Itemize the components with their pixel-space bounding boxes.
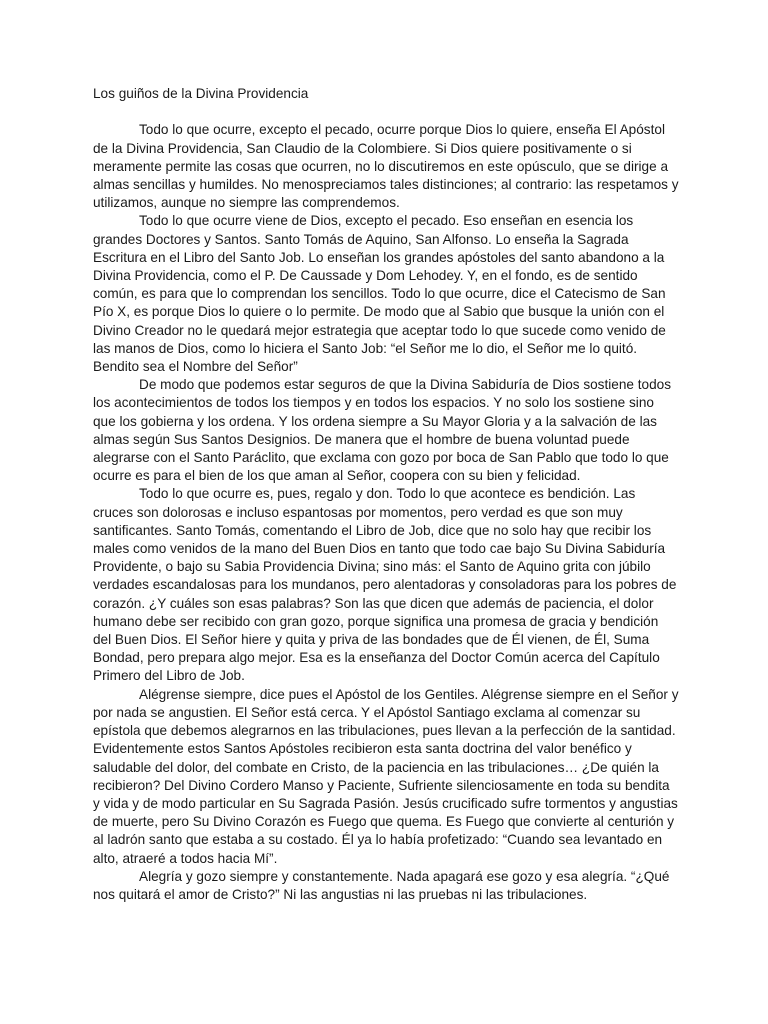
- paragraph: De modo que podemos estar seguros de que la Divina Sabiduría de Dios sostiene todos los acontecimientos de todos los tiempos y en todos los espacios. Y no solo los sostiene sino que los gobierna y los ordena. Y los ordena siempre a Su Mayor Gloria y a la salvación de las almas según Sus Santos Designios. De manera que el hombre de buena voluntad puede alegrarse con el Santo Paráclito, que exclama con gozo por boca de San Pablo que todo lo que ocurre es para el bien de los que aman al Señor, coopera con su bien y felicidad.: [93, 377, 671, 484]
- paragraph: Todo lo que ocurre es, pues, regalo y don. Todo lo que acontece es bendición. Las cruces son dolorosas e incluso espantosas por momentos, pero verdad es que son muy santificantes. Santo Tomás, comentando el Libro de Job, dice que no solo hay que recibir los males como venidos de la mano del Buen Dios en tanto que todo cae bajo Su Divina Sabiduría Providente, o bajo su Sabia Providencia Divina; sino más: el Santo de Aquino grita con júbilo verdades escandalosas para los mundanos, pero alentadoras y consoladoras para los pobres de corazón. ¿Y cuáles son esas palabras? Son las que dicen que además de paciencia, el dolor humano debe ser recibido con gran gozo, porque significa una promesa de gracia y bendición del Buen Dios. El Señor hiere y quita y priva de las bondades que de Él vienen, de Él, Suma Bondad, pero prepara algo mejor. Esa es la enseñanza del Doctor Común acerca del Capítulo Primero del Libro de Job.: [93, 486, 677, 684]
- paragraph: Todo lo que ocurre viene de Dios, excepto el pecado. Eso enseñan en esencia los grandes Doctores y Santos. Santo Tomás de Aquino, San Alfonso. Lo enseña la Sagrada Escritura en el Libro del Santo Job. Lo enseñan los grandes apóstoles del santo abandono a la Divina Providencia, como el P. De Caussade y Dom Lehodey. Y, en el fondo, es de sentido común, es para que lo comprendan los sencillos. Todo lo que ocurre, dice el Catecismo de San Pío X, es porque Dios lo quiere o lo permite. De modo que al Sabio que busque la unión con el Divino Creador no le quedará mejor estrategia que aceptar todo lo que sucede como venido de las manos de Dios, como lo hiciera el Santo Job: “el Señor me lo dio, el Señor me lo quitó. Bendito sea el Nombre del Señor”: [93, 213, 666, 375]
- paragraph: Alegría y gozo siempre y constantemente. Nada apagará ese gozo y esa alegría. “¿Qué nos quitará el amor de Cristo?” Ni las angustias ni las pruebas ni las tribulaciones.: [93, 868, 670, 902]
- paragraph: Todo lo que ocurre, excepto el pecado, ocurre porque Dios lo quiere, enseña El Apóstol de la Divina Providencia, San Claudio de la Colombiere. Si Dios quiere positivamente o si meramente permite las cosas que ocurren, no lo discutiremos en este opúsculo, que se dirige a almas sencillas y humildes. No menospreciamos tales distinciones; al contrario: las respetamos y utilizamos, aunque no siempre las comprendemos.: [93, 122, 679, 211]
- document-page: [93, 85, 679, 904]
- document-title: Los guiños de la Divina Providencia: [93, 86, 309, 101]
- paragraph: Alégrense siempre, dice pues el Apóstol de los Gentiles. Alégrense siempre en el Señor y por nada se angustien. El Señor está cerca. Y el Apóstol Santiago exclama al comenzar su epístola que debemos alegrarnos en las tribulaciones, pues llevan a la perfección de la santidad. Evidentemente estos Santos Apóstoles recibieron esta santa doctrina del valor benéfico y saludable del dolor, del combate en Cristo, de la paciencia en las tribulaciones… ¿De quién la recibieron? Del Divino Cordero Manso y Paciente, Sufriente silenciosamente en toda su bendita y vida y de modo particular en Su Sagrada Pasión. Jesús crucificado sufre tormentos y angustias de muerte, pero Su Divino Corazón es Fuego que quema. Es Fuego que convierte al centurión y al ladrón santo que estaba a su costado. Él ya lo había profetizado: “Cuando sea levantado en alto, atraeré a todos hacia Mí”.: [93, 686, 679, 866]
